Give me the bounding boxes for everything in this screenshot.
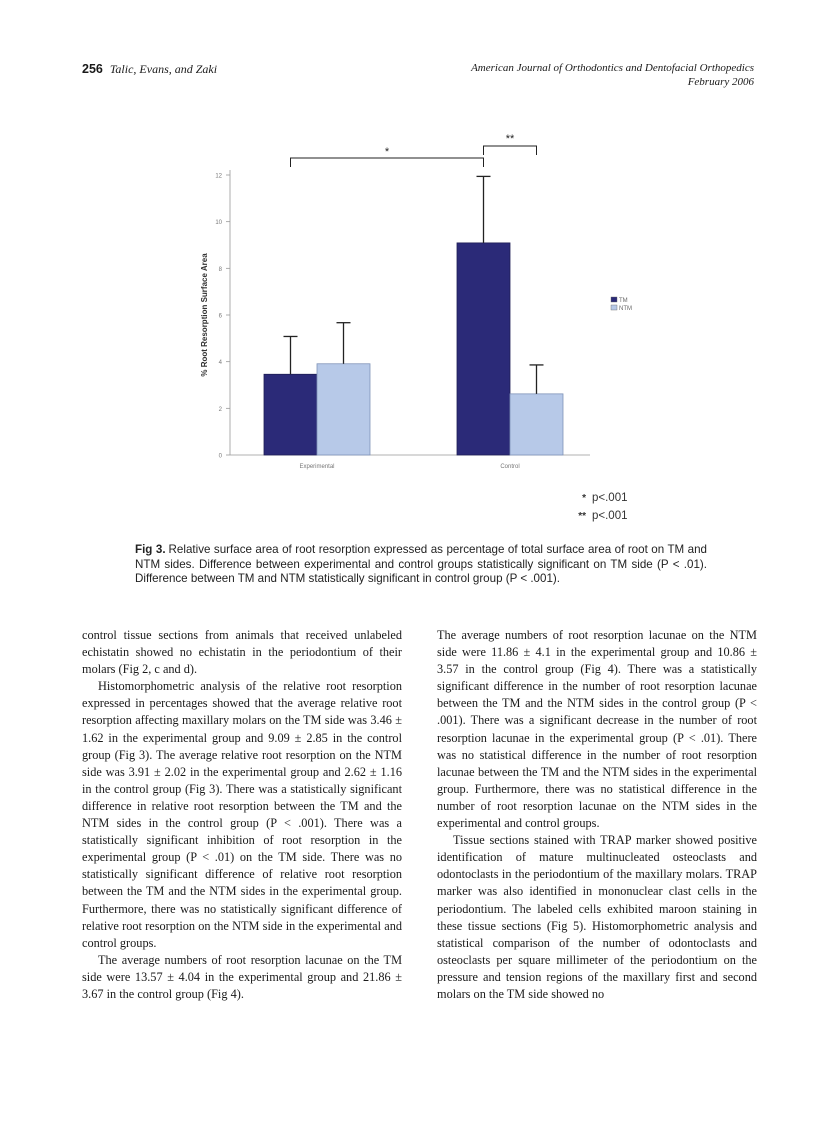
note-text: p<.001 bbox=[592, 492, 628, 504]
y-tick-label: 12 bbox=[215, 173, 222, 180]
note-stars: * bbox=[582, 493, 586, 504]
page-number: 256 bbox=[82, 62, 103, 76]
bar-tm-experimental bbox=[264, 374, 317, 455]
paragraph: The average numbers of root resorption lacunae on the TM side were 13.57 ± 4.04 in the experimental group and 21.86 ± 3.67 in the control group (Fig 4). bbox=[82, 952, 402, 1001]
bar-chart bbox=[170, 120, 650, 540]
significance-label: ** bbox=[505, 133, 515, 145]
body-column-right bbox=[437, 627, 757, 1003]
header-date: February 2006 bbox=[687, 75, 754, 88]
y-tick-label: 0 bbox=[218, 453, 222, 460]
x-category-label: Experimental bbox=[299, 464, 335, 470]
x-category-label: Control bbox=[500, 464, 520, 470]
running-header-right bbox=[471, 62, 754, 89]
legend-label: TM bbox=[619, 298, 628, 304]
legend-label: NTM bbox=[619, 306, 632, 312]
bar-ntm-experimental bbox=[317, 364, 370, 455]
y-tick-label: 4 bbox=[218, 360, 222, 367]
significance-bracket bbox=[484, 146, 537, 155]
y-tick-label: 8 bbox=[218, 266, 222, 273]
y-tick-label: 2 bbox=[218, 406, 222, 413]
body-column-left bbox=[82, 627, 402, 1003]
note-stars: ** bbox=[578, 511, 586, 522]
caption-text: Relative surface area of root resorption expressed as percentage of total surface area of root on TM and NTM sides. Difference between experimental and control groups statistically significant on TM side (P < .01). Difference between TM and NTM statistically significant in control group (P < .001). bbox=[135, 543, 708, 586]
paragraph: control tissue sections from animals that received unlabeled echistatin showed no echistatin in the periodontium of their molars (Fig 2, c and d). bbox=[82, 628, 402, 677]
header-journal: American Journal of Orthodontics and Dentofacial Orthopedics bbox=[471, 62, 754, 74]
significance-label: * bbox=[384, 146, 390, 158]
legend-swatch-tm bbox=[611, 297, 617, 302]
caption-label: Fig 3. bbox=[135, 543, 166, 556]
y-tick-label: 10 bbox=[215, 220, 222, 227]
running-header-left bbox=[82, 62, 217, 77]
figure-caption bbox=[135, 543, 707, 587]
y-tick-label: 6 bbox=[218, 313, 222, 320]
bar-ntm-control bbox=[510, 394, 563, 455]
paragraph: The average numbers of root resorption lacunae on the NTM side were 11.86 ± 4.1 in the experimental group and 10.86 ± 3.57 in the control group (Fig 4). There was a statistically significant difference in the number of root resorption lacunae between the TM and the NTM sides in the control group (P < .001). There was a significant decrease in the number of root resorption lacunae in the experimental group (P < .01). There was no statistical difference in the number of root resorption lacunae between the TM and the NTM sides in the experimental group. Furthermore, there was no statistical difference in the number of root resorption lacunae on the NTM sides in the experimental and control groups. bbox=[437, 628, 757, 831]
y-axis-label: % Root Resorption Surface Area bbox=[200, 253, 209, 377]
header-authors: Talic, Evans, and Zaki bbox=[109, 62, 218, 76]
bar-tm-control bbox=[457, 243, 510, 455]
note-text: p<.001 bbox=[592, 510, 628, 522]
paragraph: Tissue sections stained with TRAP marker showed positive identification of mature multinucleated osteoclasts and odontoclasts in the periodontium of the maxillary molars. TRAP marker was also identified in mononuclear clast cells in the periodontium. The labeled cells exhibited maroon staining in these tissue sections (Fig 5). Histomorphometric analysis and statistical comparison of the number of odontoclasts and osteoclasts per square millimeter of the periodontium on the pressure and tension regions of the maxillary first and second molars on the TM side showed no bbox=[437, 833, 757, 1001]
significance-bracket bbox=[291, 158, 484, 167]
figure-3-chart bbox=[170, 120, 650, 540]
legend-swatch-ntm bbox=[611, 305, 617, 310]
paragraph: Histomorphometric analysis of the relative root resorption expressed in percentages showed that the average relative root resorption affecting maxillary molars on the TM side was 3.46 ± 1.62 in the experimental group and 9.09 ± 2.85 in the control group (Fig 3). The average relative root resorption on the NTM side was 3.91 ± 2.02 in the experimental group and 2.62 ± 1.16 in the control group (Fig 3). There was a statistically significant difference in relative root resorption between the TM and the NTM sides in the control group (P < .001). There was a statistically significant inhibition of root resorption in the experimental group (P < .01) on the TM side. There was no statistically significant difference of relative root resorption between the TM and the NTM sides in the experimental group. Furthermore, there was no statistically significant difference of relative root resorption on the NTM side in the experimental and control groups. bbox=[82, 679, 402, 950]
